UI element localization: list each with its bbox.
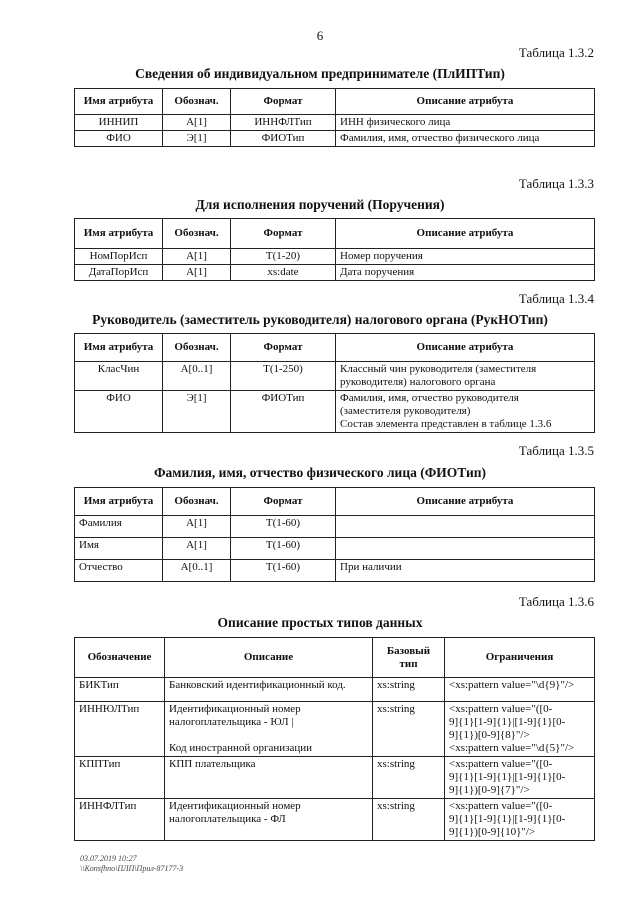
table-cell: ИННИП — [75, 115, 163, 131]
table-cell: Отчество — [75, 560, 163, 582]
footer-file-path: \\Konsfhno\ПЛП\Прил-87177-3 — [80, 864, 184, 873]
table-cell: А[1] — [163, 249, 231, 265]
table-cell — [336, 516, 595, 538]
table-cell: Имя — [75, 538, 163, 560]
table-label: Таблица 1.3.5 — [518, 443, 594, 458]
header-cell: Обознач. — [163, 488, 231, 516]
table-title: Для исполнения поручений (Поручения) — [195, 197, 445, 212]
header-cell: Обознач. — [163, 219, 231, 249]
header-cell: Формат — [231, 219, 336, 249]
table-cell: А[0..1] — [163, 560, 231, 582]
table-cell: <xs:pattern value="\d{9}"/> — [445, 678, 595, 702]
header-cell: Имя атрибута — [75, 219, 163, 249]
table-cell: ИННЮЛТип — [75, 702, 165, 757]
header-cell: Обознач. — [163, 334, 231, 362]
table-cell: Т(1-60) — [231, 516, 336, 538]
table-cell: А[0..1] — [163, 362, 231, 391]
table-title: Фамилия, имя, отчество физического лица (ФИОТип) — [153, 465, 487, 480]
header-cell: Описание атрибута — [336, 219, 595, 249]
table-cell: xs:string — [373, 678, 445, 702]
header-cell: Формат — [231, 334, 336, 362]
table-cell: Фамилия, имя, отчество физического лица — [336, 131, 595, 147]
table-cell: Фамилия, имя, отчество руководителя (заместителя руководителя) Состав элемента представлен в таблице 1.3.6 — [336, 391, 595, 433]
table-cell: Банковский идентификационный код. — [165, 678, 373, 702]
header-cell: Ограничения — [445, 638, 595, 678]
table-cell: Классный чин руководителя (заместителя руководителя) налогового органа — [336, 362, 595, 391]
table-label: Таблица 1.3.2 — [518, 45, 594, 60]
table-individual-entrepreneur — [74, 88, 595, 147]
header-cell: Имя атрибута — [75, 488, 163, 516]
table-cell: ИННФЛТип — [75, 799, 165, 841]
table-person-name — [74, 487, 595, 582]
table-cell: ДатаПорИсп — [75, 265, 163, 281]
table-title: Руководитель (заместитель руководителя) налогового органа (РукНОТип) — [92, 312, 548, 327]
header-cell: Описание атрибута — [336, 488, 595, 516]
header-cell: Базовый тип — [373, 638, 445, 678]
table-cell: При наличии — [336, 560, 595, 582]
table-cell — [336, 538, 595, 560]
table-cell: Т(1-250) — [231, 362, 336, 391]
table-cell: Дата поручения — [336, 265, 595, 281]
header-cell: Описание атрибута — [336, 334, 595, 362]
header-cell: Формат — [231, 488, 336, 516]
header-cell: Описание — [165, 638, 373, 678]
table-orders — [74, 218, 595, 281]
table-cell: xs:string — [373, 799, 445, 841]
header-cell: Описание атрибута — [336, 89, 595, 115]
table-cell: Э[1] — [163, 391, 231, 433]
table-cell: ИНН физического лица — [336, 115, 595, 131]
table-cell: Т(1-60) — [231, 538, 336, 560]
header-cell: Обознач. — [163, 89, 231, 115]
table-cell: Фамилия — [75, 516, 163, 538]
table-cell: xs:string — [373, 757, 445, 799]
table-cell: Идентификационный номер налогоплательщика - ФЛ — [165, 799, 373, 841]
table-cell: ФИО — [75, 391, 163, 433]
table-title: Сведения об индивидуальном предпринимателе (ПлИПТип) — [135, 66, 505, 81]
table-cell: Номер поручения — [336, 249, 595, 265]
table-cell: КПП плательщика — [165, 757, 373, 799]
table-cell: <xs:pattern value="([0- 9]{1}[1-9]{1}|[1-9]{1}[0- 9]{1})[0-9]{7}"/> — [445, 757, 595, 799]
table-cell: xs:string — [373, 702, 445, 757]
table-cell: НомПорИсп — [75, 249, 163, 265]
table-cell: Т(1-20) — [231, 249, 336, 265]
table-cell: ИННФЛТип — [231, 115, 336, 131]
table-cell: ФИО — [75, 131, 163, 147]
header-cell: Обозначение — [75, 638, 165, 678]
table-cell: А[1] — [163, 265, 231, 281]
table-cell: Идентификационный номер налогоплательщика - ЮЛ | Код иностранной организации — [165, 702, 373, 757]
document-footer-stamp — [80, 854, 183, 874]
header-cell: Имя атрибута — [75, 89, 163, 115]
table-cell: БИКТип — [75, 678, 165, 702]
page-number: 6 — [316, 28, 324, 43]
table-cell: xs:date — [231, 265, 336, 281]
header-cell: Имя атрибута — [75, 334, 163, 362]
table-cell: А[1] — [163, 516, 231, 538]
table-label: Таблица 1.3.6 — [518, 594, 594, 609]
header-cell: Формат — [231, 89, 336, 115]
table-cell: А[1] — [163, 538, 231, 560]
table-cell: <xs:pattern value="([0- 9]{1}[1-9]{1}|[1-9]{1}[0- 9]{1})[0-9]{10}"/> — [445, 799, 595, 841]
footer-timestamp: 03.07.2019 10:27 — [80, 854, 137, 863]
table-cell: <xs:pattern value="([0- 9]{1}[1-9]{1}|[1-9]{1}[0- 9]{1})[0-9]{8}"/> <xs:pattern value="\d{5}"/> — [445, 702, 595, 757]
table-title: Описание простых типов данных — [217, 615, 423, 630]
table-cell: ФИОТип — [231, 131, 336, 147]
table-tax-authority-head — [74, 333, 595, 433]
table-label: Таблица 1.3.3 — [518, 176, 594, 191]
table-simple-types — [74, 637, 595, 841]
table-cell: А[1] — [163, 115, 231, 131]
table-label: Таблица 1.3.4 — [518, 291, 594, 306]
table-cell: ФИОТип — [231, 391, 336, 433]
table-cell: Э[1] — [163, 131, 231, 147]
table-cell: КППТип — [75, 757, 165, 799]
table-cell: Т(1-60) — [231, 560, 336, 582]
table-cell: КласЧин — [75, 362, 163, 391]
